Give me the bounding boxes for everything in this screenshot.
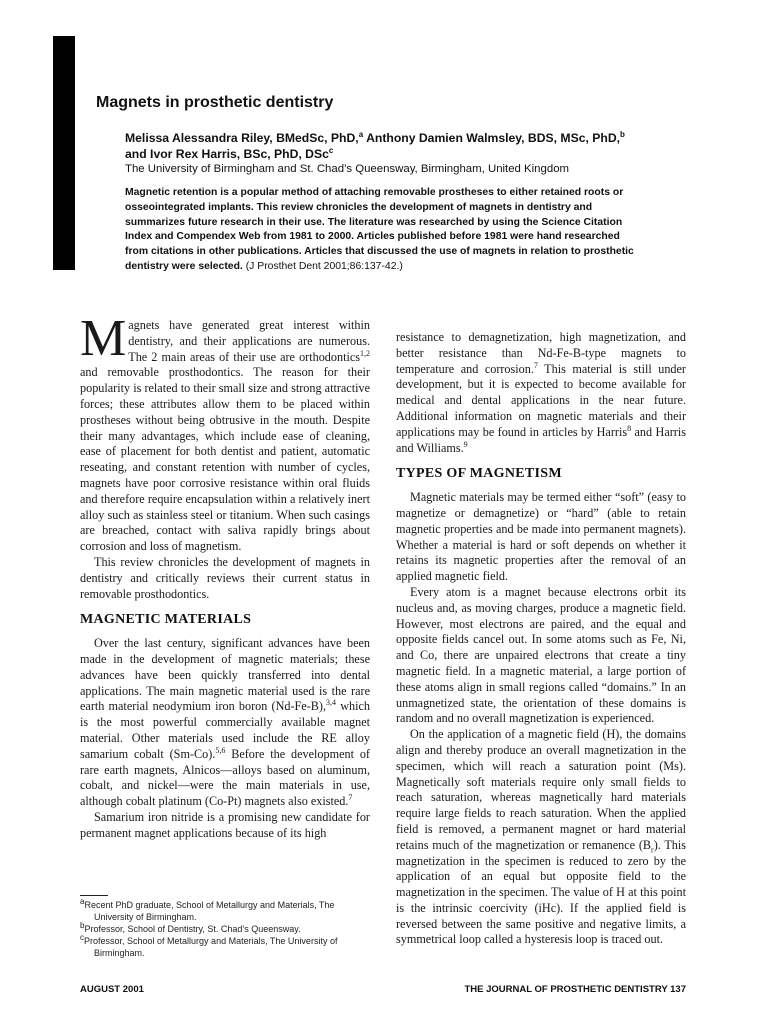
author-1: Melissa Alessandra Riley, BMedSc, PhD, xyxy=(125,131,359,145)
affil-mark-b: b xyxy=(620,129,625,139)
materials-paragraph-1: Over the last century, significant advances have been made in the development of magnetic materials; these advances have been quickly transferred into dental applications. The main magnetic material used is the rare earth material neodymium iron boron (Nd-Fe-B),$^{3,4}$ which is the most powerful commercially available magnet material. Other materials used include the RE alloy samarium cobalt (Sm-Co).$^{5,6}$ Before the development of rare earth magnets, Alnicos—alloys based on aluminum, cobalt, and nickel—were the main materials in use, although cobalt platinum (Co-Pt) magnets also existed.$^7$ xyxy=(80,636,370,809)
sidebar-black-bar xyxy=(53,36,75,270)
types-paragraph-1: Magnetic materials may be termed either “soft” (easy to magnetize or demagnetize) or “hard” (able to retain magnetic properties and be made into permanent magnets). Whether a material is hard or soft depends on whether it retains its magnetic properties after the removal of an applied magnetic field. xyxy=(396,490,686,584)
abstract-text: Magnetic retention is a popular method of attaching removable prostheses to either retained roots or osseointegrated implants. This review chronicles the development of magnets in dentistry and summarizes future research in their use. The literature was researched by using the Science Citation Index and Compendex Web from 1981 to 2000. Articles published before 1981 were hand researched from citations in other publications. Articles that discussed the use of magnets in relation to prosthetic dentistry were selected. xyxy=(125,187,634,272)
drop-cap: M xyxy=(80,310,127,367)
intro-paragraph: Magnets have generated great interest within dentistry, and their applications are numerous. The 2 main areas of their use are orthodontics$^{1,2}$ and removable prosthodontics. The reason for their popularity is related to their small size and strong attractive forces; these attributes allow them to be placed within prostheses without being obtrusive in the mouth. Despite their many advantages, which include ease of cleaning, ease of placement for both dentist and patient, automatic reseating, and constant retention with number of cycles, magnets have poor corrosive resistance within oral fluids and therefore require encapsulation within a relatively inert alloy such as stainless steel or titanium. When such casings are breached, contact with saliva rapidly brings about corrosion and loss of magnetism. xyxy=(80,310,370,554)
types-paragraph-3: On the application of a magnetic field (H), the domains align and thereby produce an overall magnetization in the specimen, which will reach a saturation point (Ms). Magnetically soft materials require only small fields to reach saturation, whereas magnetically hard materials require large fields to reach saturation. When the applied field is removed, a permanent magnet or hard material retains much of the magnetization or remanence $(B_r)$. This magnetization in the specimen is reduced to zero by the application of an equal but opposite field to the magnetization in the specimen. The value of H at this point is the intrinsic coercivity (iHc). If the applied field is reversed between the same positive and negative limits, a symmetrical loop called a hysteresis loop is traced out. xyxy=(396,727,686,947)
materials-continued-paragraph: resistance to demagnetization, high magnetization, and better resistance than Nd-Fe-B-type magnets to temperature and corrosion.$^7$ This material is still under development, but it is expected to become available for medical and dental applications in the near future. Additional information on magnetic materials and their applications may be found in articles by Harris$^8$ and Harris and Williams.$^9$ xyxy=(396,330,686,455)
section-heading-types-of-magnetism: TYPES OF MAGNETISM xyxy=(396,466,562,482)
footnote-c: $^c$Professor, School of Metallurgy and Materials, The University of Birmingham. xyxy=(80,933,338,958)
left-column xyxy=(80,310,370,842)
author-3: and Ivor Rex Harris, BSc, PhD, DSc xyxy=(125,147,329,161)
abstract xyxy=(125,186,645,275)
intro-paragraph-2: This review chronicles the development of magnets in dentistry and critically reviews their current status in removable prosthodontics. xyxy=(80,554,370,601)
right-column xyxy=(396,330,686,948)
materials-paragraph-2: Samarium iron nitride is a promising new candidate for permanent magnet applications because of its high xyxy=(80,809,370,840)
affiliation: The University of Birmingham and St. Chad’s Queensway, Birmingham, United Kingdom xyxy=(125,163,570,175)
affil-mark-a: a xyxy=(358,129,364,139)
section-heading-magnetic-materials: MAGNETIC MATERIALS xyxy=(80,612,252,628)
footnote-rule xyxy=(80,895,108,896)
footnote-b: $^b$Professor, School of Dentistry, St. Chad’s Queensway. xyxy=(80,921,301,934)
footer-journal-page: THE JOURNAL OF PROSTHETIC DENTISTRY 137 xyxy=(464,984,686,995)
footer-date: AUGUST 2001 xyxy=(80,984,144,995)
article-title: Magnets in prosthetic dentistry xyxy=(96,94,334,111)
footnote-a: $^a$Recent PhD graduate, School of Metallurgy and Materials, The University of Birmingham. xyxy=(80,897,335,922)
author-list xyxy=(125,130,645,162)
citation: (J Prosthet Dent 2001;86:137-42.) xyxy=(242,260,403,272)
affil-mark-c: c xyxy=(328,145,334,155)
types-paragraph-2: Every atom is a magnet because electrons orbit its nucleus and, as moving charges, produce a magnetic field. However, most electrons are paired, and the equal and opposite fields cancel out. In some atoms such as Fe, Ni, and Co, there are unpaired electrons that create a tiny magnetic field. In a magnetic material, a large portion of these atoms align in small regions called “domains.” In an unmagnetized state, the orientation of these domains is random and no overall magnetization is experienced. xyxy=(396,584,686,726)
author-2: Anthony Damien Walmsley, BDS, MSc, PhD, xyxy=(363,131,621,145)
footnotes xyxy=(80,899,374,959)
